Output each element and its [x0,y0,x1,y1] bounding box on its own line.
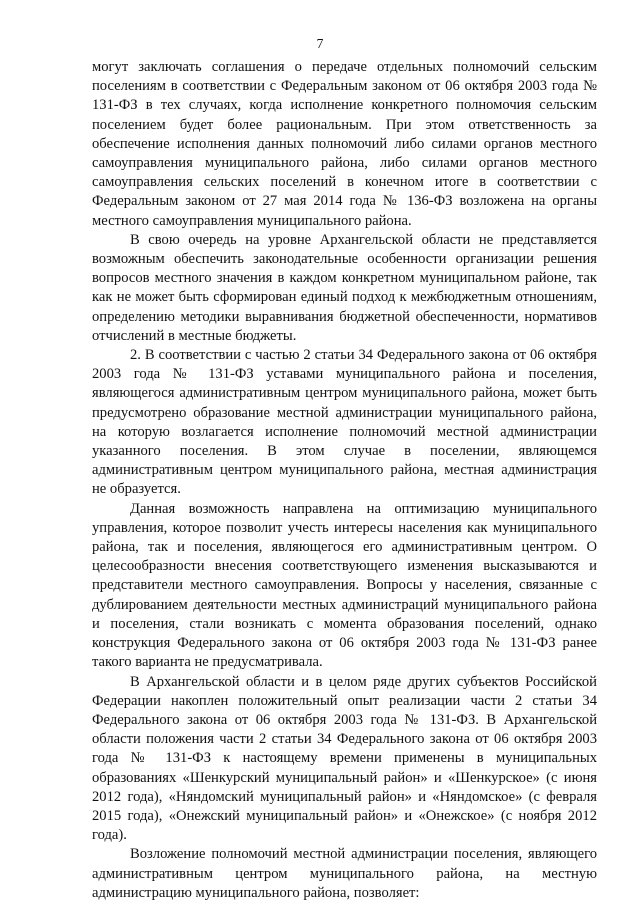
body-text [92,58,597,903]
paragraph-6: Возложение полномочий местной администрации поселения, являющего административным центром муниципального района, на местную администрацию муниципального района, позволяет: [92,846,597,901]
paragraph-2: В свою очередь на уровне Архангельской области не представляется возможным обеспечить законодательные особенности организации решения вопросов местного значения в каждом конкретном муниципальном районе, так как не может быть сформирован единый подход к межбюджетным отношениям, определению методики выравнивания бюджетной обеспеченности, нормативов отчислений в местные бюджеты. [92,231,597,344]
paragraph-4: Данная возможность направлена на оптимизацию муниципального управления, которое позволит учесть интересы населения как муниципального района, так и поселения, являющегося его административным центром. О целесообразности внесения соответствующего изменения высказываются и представители местного самоуправления. Вопросы у населения, связанные с дублированием деятельности местных администраций муниципального района и поселения, стали возникать с момента образования поселений, однако конструкция Федерального закона от 06 октября 2003 года № 131-ФЗ ранее такого варианта не предусматривала. [92,500,597,671]
paragraph-1: могут заключать соглашения о передаче отдельных полномочий сельским поселениям в соответствии с Федеральным законом от 06 октября 2003 года № 131-ФЗ в тех случаях, когда исполнение конкретного полномочия сельским поселением будет более рациональным. При этом ответственность за обеспечение исполнения данных полномочий либо силами органов местного самоуправления муниципального района, либо силами органов местного самоуправления сельских поселений в конечном итоге в соответствии с Федеральным законом от 27 мая 2014 года № 136-ФЗ возложена на органы местного самоуправления муниципального района. [92,59,597,229]
page-number: 7 [316,36,324,51]
paragraph-5: В Архангельской области и в целом ряде других субъектов Российской Федерации накоплен положительный опыт реализации части 2 статьи 34 Федерального закона от 06 октября 2003 года № 131-ФЗ. В Архангельской области положения части 2 статьи 34 Федерального закона от 06 октября 2003 года № 131-ФЗ к настоящему времени применены в муниципальных образованиях «Шенкурский муниципальный район» и «Шенкурское» (с июня 2012 года), «Няндомский муниципальный район» и «Няндомское» (с февраля 2015 года), «Онежский муниципальный район» и «Онежское» (с ноября 2012 года). [92,673,597,844]
paragraph-3: 2. В соответствии с частью 2 статьи 34 Федерального закона от 06 октября 2003 года № 131-ФЗ уставами муниципального района и поселения, являющегося административным центром муниципального района, может быть предусмотрено образование местной администрации муниципального района, на которую возлагается исполнение полномочий местной администрации указанного поселения. В этом случае в поселении, являющемся административным центром муниципального района, местная администрация не образуется. [92,347,597,498]
